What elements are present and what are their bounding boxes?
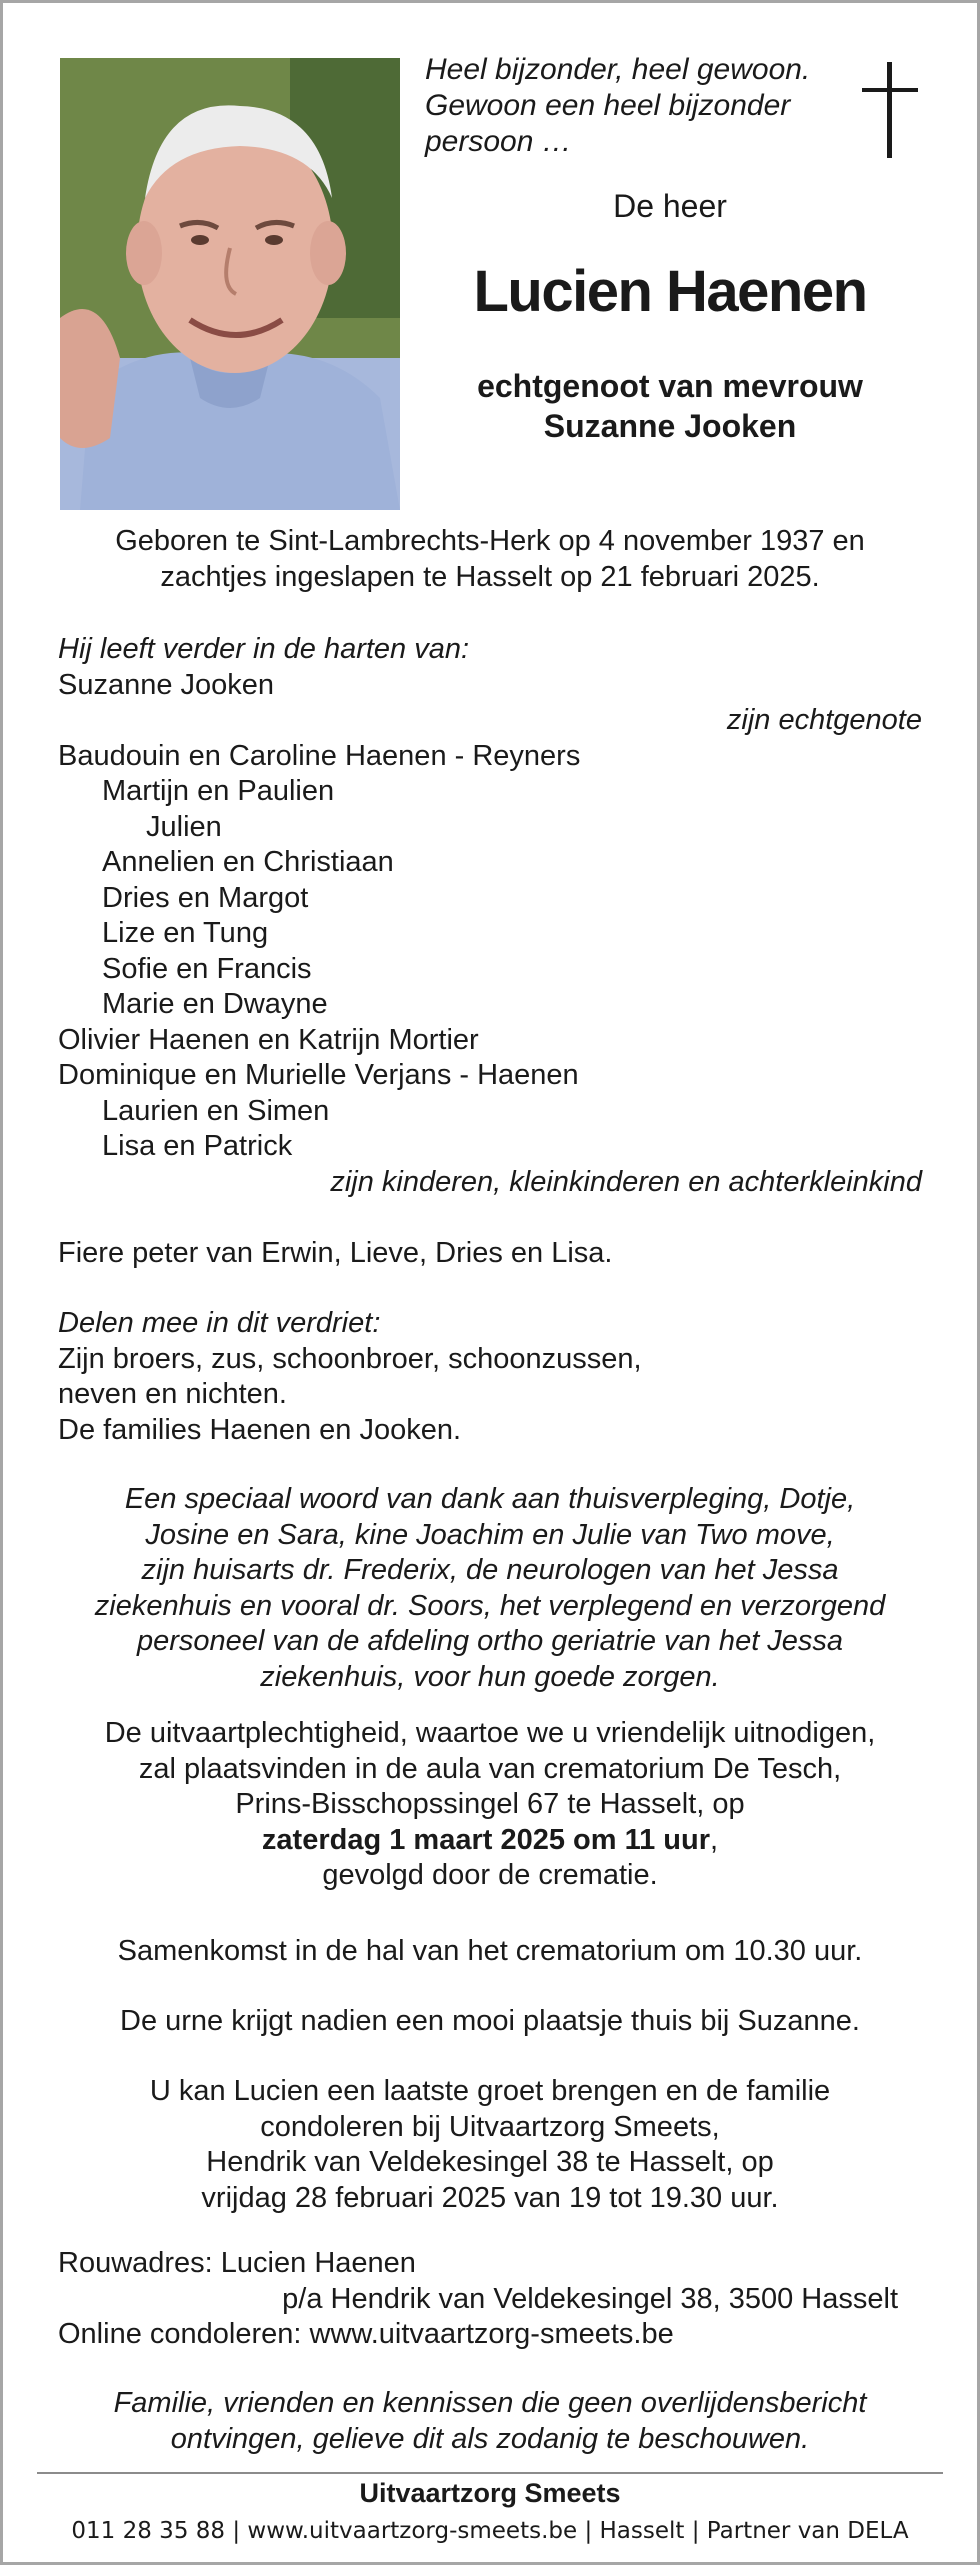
- godfather-text: Fiere peter van Erwin, Lieve, Dries en Lisa.: [58, 1237, 613, 1269]
- ceremony-line: zal plaatsvinden in de aula van crematorium De Tesch,: [138, 1752, 842, 1785]
- thanks-line: Josine en Sara, kine Joachim en Julie van Two move,: [145, 1518, 835, 1551]
- thanks-line: ziekenhuis, voor hun goede zorgen.: [260, 1660, 720, 1693]
- sharing-section: [58, 1306, 922, 1448]
- thanks-line: zijn huisarts dr. Frederix, de neurologen van het Jessa: [141, 1554, 839, 1586]
- online-condolences[interactable]: Online condoleren: www.uitvaartzorg-smeets.be: [58, 2318, 674, 2350]
- portrait-photo: [60, 58, 400, 510]
- thanks-line: personeel van de afdeling ortho geriatrie van het Jessa: [136, 1625, 844, 1657]
- birth-text: [40, 524, 940, 595]
- survivors-section: [58, 632, 922, 1200]
- sharing-heading: Delen mee in dit verdriet:: [58, 1307, 381, 1339]
- urn-text: De urne krijgt nadien een mooi plaatsje thuis bij Suzanne.: [120, 2005, 860, 2037]
- family-line: Dominique en Murielle Verjans - Haenen: [58, 1059, 579, 1091]
- address-line: Rouwadres: Lucien Haenen: [58, 2247, 416, 2279]
- ceremony-date-line: [40, 1823, 940, 1859]
- cross-icon: [862, 62, 918, 158]
- footer-info: 011 28 35 88 | www.uitvaartzorg-smeets.be | Hasselt | Partner van DELA: [71, 2518, 909, 2544]
- family-line: Annelien en Christiaan: [102, 846, 394, 878]
- spouse-role: zijn echtgenote: [726, 704, 922, 736]
- family-line: Julien: [146, 810, 222, 843]
- family-line: Lisa en Patrick: [102, 1130, 293, 1162]
- footer-divider: [37, 2472, 943, 2474]
- address-line: p/a Hendrik van Veldekesingel 38, 3500 Hasselt: [282, 2282, 898, 2315]
- notice-line: ontvingen, gelieve dit als zodanig te beschouwen.: [170, 2422, 810, 2455]
- thanks-line: Een speciaal woord van dank aan thuisverpleging, Dotje,: [124, 1483, 856, 1515]
- spouse-block: [420, 366, 920, 446]
- verse-line: Heel bijzonder, heel gewoon.: [425, 53, 811, 86]
- visit-line: vrijdag 28 februari 2025 van 19 tot 19.30 uur.: [201, 2181, 779, 2214]
- deceased-name: Lucien Haenen: [473, 259, 867, 324]
- thanks-line: ziekenhuis en vooral dr. Soors, het verplegend en verzorgend: [94, 1589, 886, 1622]
- family-line: Baudouin en Caroline Haenen - Reyners: [58, 739, 581, 772]
- spouse-line: Suzanne Jooken: [543, 408, 797, 444]
- ceremony-date-suffix: ,: [710, 1823, 719, 1856]
- address-block: [58, 2246, 922, 2353]
- survivors-heading: Hij leeft verder in de harten van:: [58, 633, 470, 665]
- family-line: Marie en Dwayne: [102, 988, 328, 1020]
- visit-line: condoleren bij Uitvaartzorg Smeets,: [260, 2110, 720, 2143]
- family-line: Laurien en Simen: [102, 1094, 330, 1127]
- sharing-line: De families Haenen en Jooken.: [58, 1413, 462, 1446]
- ceremony-line: Prins-Bisschopssingel 67 te Hasselt, op: [235, 1788, 745, 1820]
- birth-line: zachtjes ingeslapen te Hasselt op 21 februari 2025.: [160, 560, 820, 593]
- verse-line: Gewoon een heel bijzonder: [425, 89, 791, 122]
- family-line: Olivier Haenen en Katrijn Mortier: [58, 1023, 479, 1056]
- family-line: Dries en Margot: [102, 881, 309, 914]
- visit-line: Hendrik van Veldekesingel 38 te Hasselt, op: [206, 2146, 774, 2178]
- verse: [425, 52, 865, 160]
- notice-line: Familie, vrienden en kennissen die geen overlijdensbericht: [113, 2387, 867, 2419]
- notice-text: [40, 2386, 940, 2457]
- ceremony-followed: gevolgd door de crematie.: [322, 1859, 658, 1891]
- ceremony-text: [40, 1716, 940, 1894]
- children-role: zijn kinderen, kleinkinderen en achterkleinkind: [330, 1165, 922, 1198]
- spouse-name: Suzanne Jooken: [58, 668, 275, 701]
- spouse-line: echtgenoot van mevrouw: [477, 368, 863, 404]
- family-line: Martijn en Paulien: [102, 775, 335, 807]
- gathering-text: Samenkomst in de hal van het crematorium om 10.30 uur.: [117, 1935, 863, 1967]
- birth-line: Geboren te Sint-Lambrechts-Herk op 4 november 1937 en: [115, 525, 865, 557]
- sharing-line: neven en nichten.: [58, 1378, 287, 1410]
- visit-line: U kan Lucien een laatste groet brengen en de familie: [149, 2075, 831, 2107]
- footer-company: Uitvaartzorg Smeets: [359, 2478, 621, 2508]
- verse-line: persoon …: [425, 125, 572, 158]
- family-line: Lize en Tung: [102, 917, 269, 949]
- thanks-text: [40, 1482, 940, 1695]
- sharing-line: Zijn broers, zus, schoonbroer, schoonzussen,: [58, 1342, 642, 1375]
- honorific: De heer: [613, 188, 727, 224]
- ceremony-date: zaterdag 1 maart 2025 om 11 uur: [261, 1823, 711, 1856]
- family-line: Sofie en Francis: [102, 952, 312, 985]
- visit-text: [40, 2074, 940, 2216]
- ceremony-line: De uitvaartplechtigheid, waartoe we u vriendelijk uitnodigen,: [104, 1717, 876, 1749]
